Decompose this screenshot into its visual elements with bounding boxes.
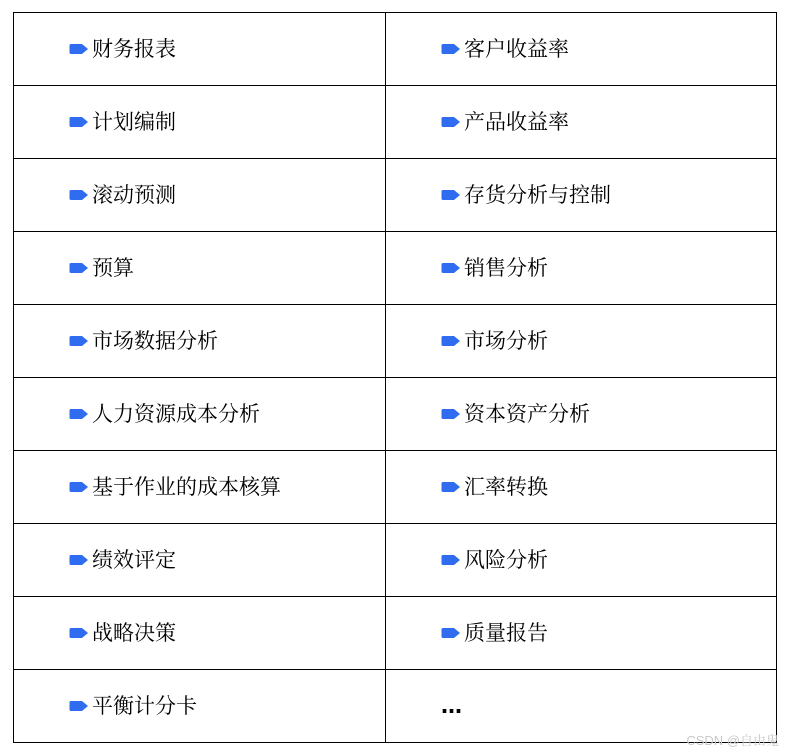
- table-row: [14, 305, 777, 378]
- table-cell-left: [14, 378, 386, 451]
- cell-content: [386, 451, 776, 523]
- cell-content: [14, 670, 385, 742]
- item-label: 滚动预测: [92, 182, 176, 207]
- ellipsis-label: …: [441, 693, 463, 718]
- blue-arrow-icon: [441, 554, 461, 566]
- table-body: [14, 13, 777, 743]
- blue-arrow-icon: [69, 700, 89, 712]
- cell-content: [14, 451, 385, 523]
- blue-arrow-icon: [441, 189, 461, 201]
- cell-content: [14, 86, 385, 158]
- item-label: 资本资产分析: [464, 401, 590, 426]
- blue-arrow-icon: [441, 408, 461, 420]
- cell-content: [14, 597, 385, 669]
- blue-arrow-icon: [441, 262, 461, 274]
- blue-arrow-icon: [69, 481, 89, 493]
- table-cell-right: [386, 13, 777, 86]
- blue-arrow-icon: [69, 554, 89, 566]
- item-label: 财务报表: [92, 36, 176, 61]
- table-cell-left: [14, 159, 386, 232]
- item-label: 汇率转换: [464, 474, 548, 499]
- blue-arrow-icon: [69, 408, 89, 420]
- cell-content: [14, 232, 385, 304]
- watermark: CSDN @自由鬼: [686, 733, 779, 748]
- table-row: [14, 13, 777, 86]
- blue-arrow-icon: [69, 189, 89, 201]
- blue-arrow-icon: [69, 116, 89, 128]
- cell-content: [386, 597, 776, 669]
- item-label: 质量报告: [464, 620, 548, 645]
- item-label: 计划编制: [92, 109, 176, 134]
- cell-content: [386, 159, 776, 231]
- cell-content: [386, 378, 776, 450]
- table-row: [14, 451, 777, 524]
- blue-arrow-icon: [69, 43, 89, 55]
- cell-content: [14, 159, 385, 231]
- cell-content: [386, 13, 776, 85]
- table-cell-left: [14, 232, 386, 305]
- table-row: [14, 524, 777, 597]
- cell-content: [386, 524, 776, 596]
- table-row: [14, 159, 777, 232]
- cell-content: [14, 524, 385, 596]
- item-label: 存货分析与控制: [464, 182, 611, 207]
- table-cell-left: [14, 524, 386, 597]
- blue-arrow-icon: [69, 262, 89, 274]
- cell-content: [386, 305, 776, 377]
- analysis-items-table: [13, 12, 777, 743]
- cell-content: [386, 232, 776, 304]
- blue-arrow-icon: [441, 116, 461, 128]
- table-cell-right: [386, 451, 777, 524]
- table-cell-right: [386, 524, 777, 597]
- item-label: 市场分析: [464, 328, 548, 353]
- table-row: [14, 86, 777, 159]
- table-cell-right: [386, 597, 777, 670]
- item-label: 基于作业的成本核算: [92, 474, 281, 499]
- table-row: [14, 232, 777, 305]
- table-cell-left: [14, 597, 386, 670]
- item-label: 人力资源成本分析: [92, 401, 260, 426]
- table-cell-left: [14, 13, 386, 86]
- table-cell-left: [14, 670, 386, 743]
- blue-arrow-icon: [441, 43, 461, 55]
- item-label: 预算: [92, 255, 134, 280]
- blue-arrow-icon: [441, 481, 461, 493]
- blue-arrow-icon: [69, 335, 89, 347]
- blue-arrow-icon: [441, 335, 461, 347]
- table-cell-right: [386, 159, 777, 232]
- item-label: 平衡计分卡: [92, 693, 197, 718]
- item-label: 市场数据分析: [92, 328, 218, 353]
- table-row: [14, 670, 777, 743]
- item-label: 风险分析: [464, 547, 548, 572]
- blue-arrow-icon: [441, 627, 461, 639]
- table-cell-left: [14, 86, 386, 159]
- item-label: 战略决策: [92, 620, 176, 645]
- table-row: [14, 378, 777, 451]
- item-label: 产品收益率: [464, 109, 569, 134]
- item-label: 客户收益率: [464, 36, 569, 61]
- cell-content: [14, 305, 385, 377]
- item-label: 绩效评定: [92, 547, 176, 572]
- item-label: 销售分析: [464, 255, 548, 280]
- table-cell-right: [386, 232, 777, 305]
- table-cell-right: [386, 86, 777, 159]
- cell-content: [14, 378, 385, 450]
- cell-content: [14, 13, 385, 85]
- cell-content: [386, 86, 776, 158]
- table-row: [14, 597, 777, 670]
- blue-arrow-icon: [69, 627, 89, 639]
- table-cell-right: [386, 305, 777, 378]
- table-cell-left: [14, 451, 386, 524]
- table-cell-left: [14, 305, 386, 378]
- table-cell-right: [386, 378, 777, 451]
